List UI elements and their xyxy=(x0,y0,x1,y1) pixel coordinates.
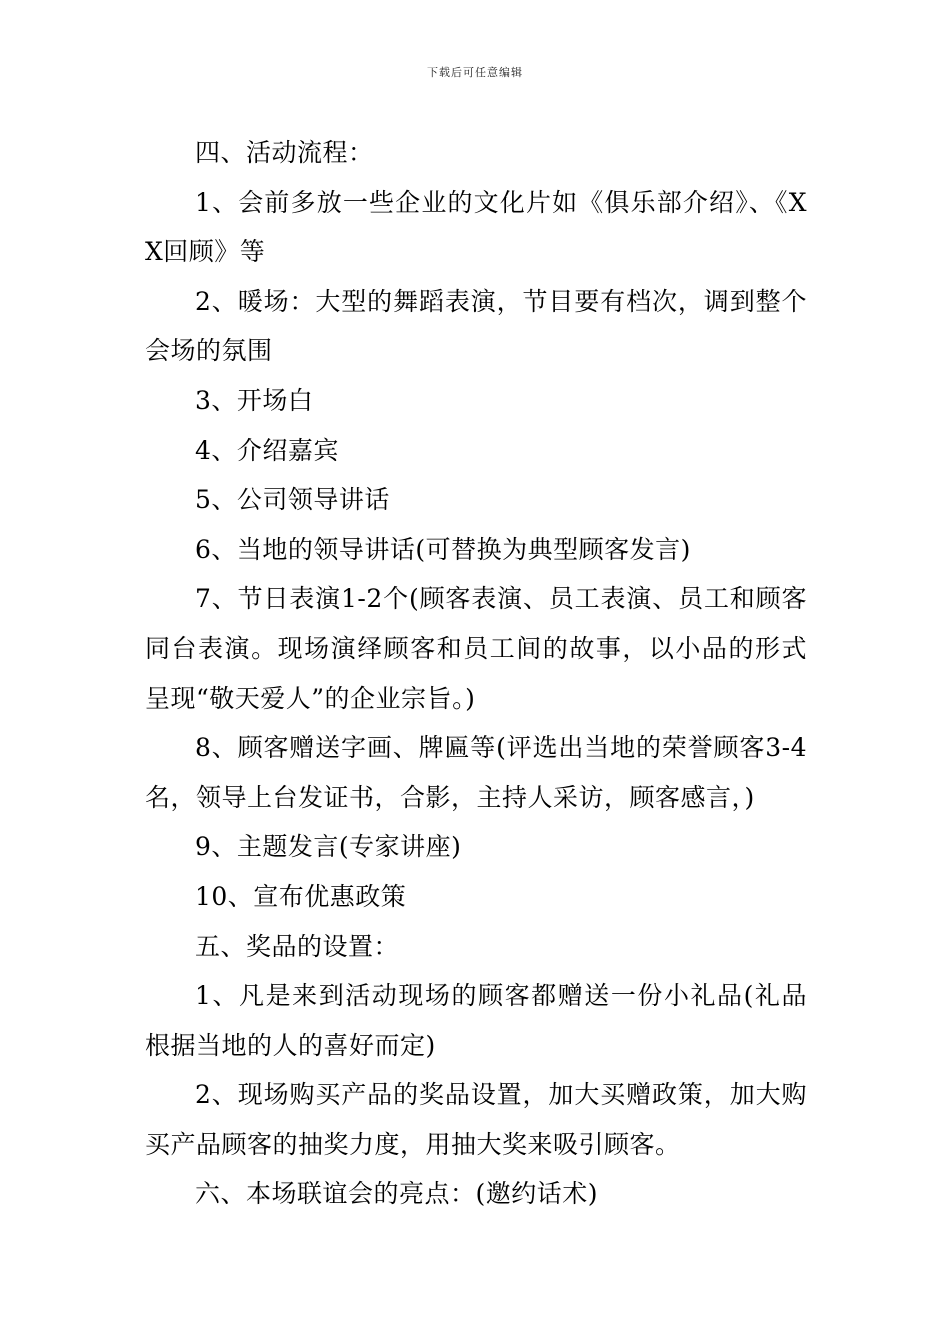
paragraph-item-7: 7、节日表演1-2个(顾客表演、员工表演、员工和顾客同台表演。现场演绎顾客和员工间的故事，以小品的形式呈现“敬天爱人”的企业宗旨。) xyxy=(145,584,807,713)
paragraph-item-10: 10、宣布优惠政策 xyxy=(195,881,407,911)
paragraph-item-9: 9、主题发言(专家讲座) xyxy=(195,832,462,862)
section-heading-activity-flow: 四、活动流程： xyxy=(195,138,374,167)
paragraph-item-2: 2、暖场：大型的舞蹈表演，节目要有档次，调到整个会场的氛围 xyxy=(145,286,807,366)
paragraph-item-3: 3、开场白 xyxy=(195,385,314,415)
section-heading-highlights: 六、本场联谊会的亮点：(邀约话术) xyxy=(195,1179,599,1209)
paragraph-prize-1: 1、凡是来到活动现场的顾客都赠送一份小礼品(礼品根据当地的人的喜好而定) xyxy=(145,981,807,1060)
paragraph-item-6: 6、当地的领导讲话(可替换为典型顾客发言) xyxy=(195,534,691,564)
paragraph-prize-2: 2、现场购买产品的奖品设置，加大买赠政策，加大购买产品顾客的抽奖力度，用抽大奖来吸引顾客。 xyxy=(145,1080,807,1159)
section-heading-prizes: 五、奖品的设置： xyxy=(195,931,400,961)
header-note: 下载后可任意编辑 xyxy=(427,66,523,79)
paragraph-item-4: 4、介绍嘉宾 xyxy=(195,435,339,465)
document-body xyxy=(145,128,807,1219)
paragraph-item-1: 1、会前多放一些企业的文化片如《俱乐部介绍》、《XX回顾》等 xyxy=(145,187,807,267)
paragraph-item-5: 5、公司领导讲话 xyxy=(195,485,390,515)
paragraph-item-8: 8、顾客赠送字画、牌匾等(评选出当地的荣誉顾客3-4名，领导上台发证书，合影，主持人采访，顾客感言，) xyxy=(145,733,807,812)
